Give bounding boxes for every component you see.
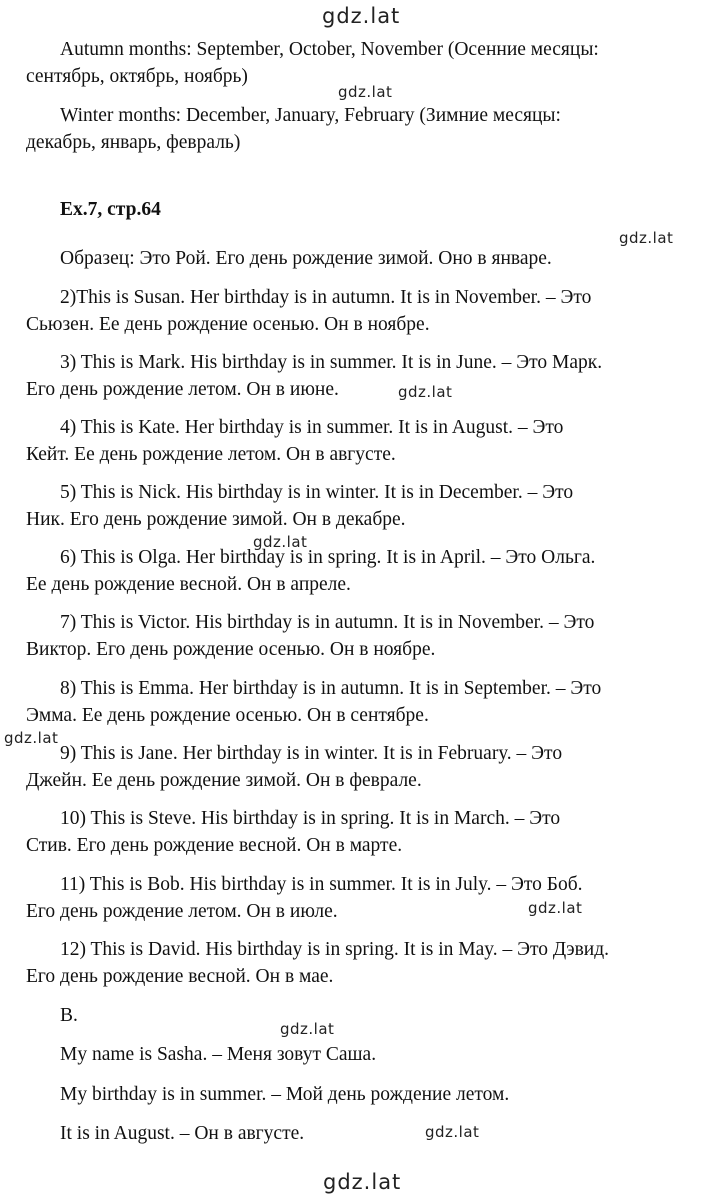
autumn-months-paragraph: Autumn months: September, October, November (Осенние месяцы: сентябрь, октябрь, ноябрь) — [26, 39, 599, 87]
answer-item: 4) This is Kate. Her birthday is in summer. It is in August. – Это Кейт. Ее день рождение летом. Он в августе. — [26, 417, 564, 465]
answer-item: 8) This is Emma. Her birthday is in autumn. It is in September. – Это Эмма. Ее день рождение осенью. Он в сентябре. — [26, 678, 602, 726]
watermark: gdz.lat — [4, 729, 59, 747]
exercise-heading: Ex.7, стр.64 — [60, 199, 161, 220]
answer-item: 12) This is David. His birthday is in spring. It is in May. – Это Дэвид. Его день рождение весной. Он в мае. — [26, 939, 610, 987]
watermark: gdz.lat — [425, 1123, 480, 1141]
answer-item: 6) This is Olga. Her birthday is in spring. It is in April. – Это Ольга. Ее день рождение весной. Он в апреле. — [26, 547, 596, 595]
watermark: gdz.lat — [398, 383, 453, 401]
answer-item: 9) This is Jane. Her birthday is in winter. It is in February. – Это Джейн. Ее день рождение зимой. Он в феврале. — [26, 743, 563, 791]
answer-line: My name is Sasha. – Меня зовут Саша. — [60, 1044, 377, 1065]
winter-months-paragraph: Winter months: December, January, February (Зимние месяцы: декабрь, январь, февраль) — [26, 105, 561, 153]
watermark: gdz.lat — [322, 4, 401, 28]
watermark: gdz.lat — [323, 1170, 402, 1194]
answer-line: My birthday is in summer. – Мой день рождение летом. — [60, 1084, 510, 1105]
answer-line: It is in August. – Он в августе. — [60, 1123, 305, 1144]
watermark: gdz.lat — [338, 83, 393, 101]
watermark: gdz.lat — [280, 1020, 335, 1038]
section-b-label: B. — [60, 1005, 78, 1026]
answer-item: 11) This is Bob. His birthday is in summer. It is in July. – Это Боб. Его день рождение летом. Он в июле. — [26, 874, 583, 922]
answer-item: 10) This is Steve. His birthday is in spring. It is in March. – Это Стив. Его день рождение весной. Он в марте. — [26, 808, 561, 856]
sample-sentence: Образец: Это Рой. Его день рождение зимой. Оно в январе. — [60, 248, 552, 269]
watermark: gdz.lat — [619, 229, 674, 247]
answer-item: 3) This is Mark. His birthday is in summer. It is in June. – Это Марк. Его день рождение летом. Он в июне. — [26, 352, 603, 400]
watermark: gdz.lat — [528, 899, 583, 917]
answer-item: 7) This is Victor. His birthday is in autumn. It is in November. – Это Виктор. Его день рождение осенью. Он в ноябре. — [26, 612, 595, 660]
answer-item: 5) This is Nick. His birthday is in winter. It is in December. – Это Ник. Его день рождение зимой. Он в декабре. — [26, 482, 574, 530]
answer-item: 2)This is Susan. Her birthday is in autumn. It is in November. – Это Сьюзен. Ее день рождение осенью. Он в ноябре. — [26, 287, 592, 335]
watermark: gdz.lat — [253, 533, 308, 551]
